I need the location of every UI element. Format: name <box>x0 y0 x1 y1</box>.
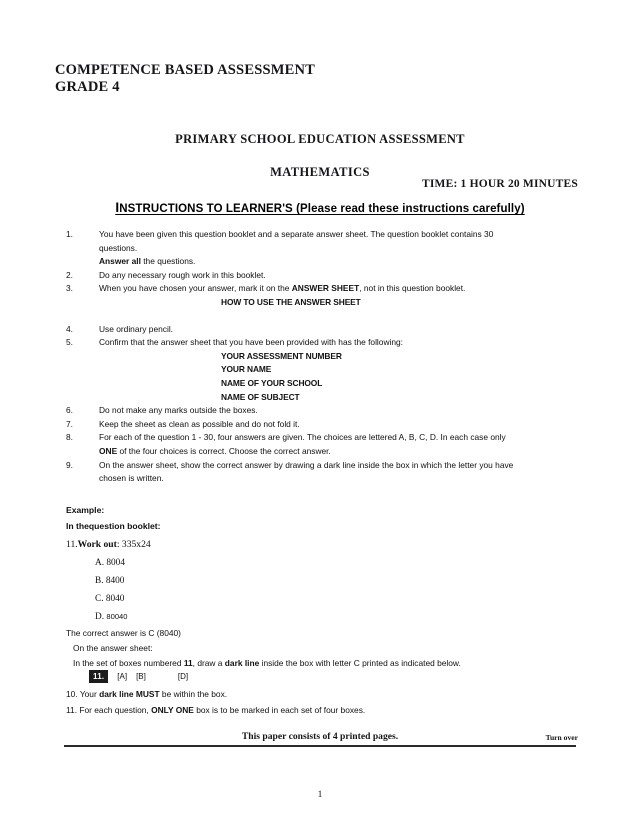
instruction-bold-lead: Answer all <box>99 256 141 267</box>
instruction-text: Do any necessary rough work in this booklet. <box>99 269 266 280</box>
example-booklet-label: In thequestion booklet: <box>66 520 161 531</box>
instruction-item-7 <box>66 418 576 432</box>
instruction-number: 7. <box>66 418 73 429</box>
boxes-intro-post: inside the box with letter C printed as indicated below. <box>259 658 461 668</box>
instruction-text: Use ordinary pencil. <box>99 323 174 334</box>
tail-note-post: be within the box. <box>159 689 228 699</box>
tail-note-11 <box>66 702 576 718</box>
instruction-text: You have been given this question booklet and a separate answer sheet. The question booklet contains 30 <box>99 229 494 239</box>
example-boxes-instruction <box>66 656 576 671</box>
instruction-text <box>99 282 576 296</box>
primary-title: PRIMARY SCHOOL EDUCATION ASSESSMENT <box>175 132 465 146</box>
instruction-number: 8. <box>66 432 73 443</box>
instruction-number: 2. <box>66 269 73 280</box>
example-choice-d <box>66 608 576 626</box>
tail-note-pre: For each question, <box>77 705 152 715</box>
choice-value: 8004 <box>106 558 125 568</box>
example-correct-answer: The correct answer is C (8040) <box>66 628 181 638</box>
tail-notes <box>66 686 576 718</box>
answer-option-a[interactable]: [A] <box>117 671 128 681</box>
masthead-line-2: GRADE 4 <box>55 79 120 95</box>
example-choice-a <box>66 554 576 572</box>
choice-value: 8040 <box>105 594 125 604</box>
instruction-text: Confirm that the answer sheet that you have been provided with has the following: <box>99 337 404 348</box>
instructions-heading-initial: I <box>115 200 120 215</box>
tail-note-post: box is to be marked in each set of four boxes. <box>193 705 366 715</box>
answer-option-d[interactable]: [D] <box>177 671 189 681</box>
instruction-number: 9. <box>66 459 73 470</box>
instruction-number: 5. <box>66 337 73 348</box>
instruction-number: 1. <box>66 229 73 239</box>
instruction-text-cont <box>99 445 576 459</box>
instruction-item-6 <box>66 404 576 418</box>
boxes-intro-mid: , draw a <box>192 658 225 668</box>
tail-note-number: 10. <box>66 689 78 699</box>
instruction-answer-all <box>99 255 576 269</box>
instruction-bold-rest: the questions. <box>140 256 196 267</box>
answer-option-b[interactable]: [B] <box>136 671 146 681</box>
boxes-intro-bold: dark line <box>224 658 260 668</box>
instruction-item-5 <box>66 336 576 404</box>
sample-answer-box-row <box>89 670 188 683</box>
instruction-item-4 <box>66 323 576 337</box>
page-number: 1 <box>317 790 323 800</box>
instructions-heading-text <box>115 200 525 215</box>
instructions-heading <box>0 199 640 217</box>
instruction-bold-rest: of the four choices is correct. Choose the correct answer. <box>117 445 331 456</box>
instruction-text-cont: chosen is written. <box>99 473 164 484</box>
example-choice-b <box>66 572 576 590</box>
sample-question-number-box: 11. <box>89 670 108 683</box>
tail-note-bold: ONLY ONE <box>151 705 194 715</box>
answer-sheet-field-school: NAME OF YOUR SCHOOL <box>221 377 323 388</box>
instruction-item-2 <box>66 269 576 283</box>
boxes-intro-pre: In the set of boxes numbered <box>73 658 184 668</box>
masthead <box>55 62 315 96</box>
instruction-item-9 <box>66 459 576 486</box>
choice-letter: C. <box>95 594 104 604</box>
choice-value: 80040 <box>106 612 128 621</box>
answer-sheet-field-name: YOUR NAME <box>221 364 272 375</box>
tail-note-bold: dark line MUST <box>99 689 160 699</box>
example-question <box>66 536 576 554</box>
example-label: Example: <box>66 505 105 515</box>
tail-note-number: 11. <box>66 705 78 715</box>
choice-value: 8400 <box>105 576 125 586</box>
footer-page-count: This paper consists of 4 printed pages. <box>241 731 399 742</box>
instruction-text-bold: ANSWER SHEET <box>291 283 360 294</box>
tail-note-pre: Your <box>77 689 100 699</box>
footer-turn-over: Turn over <box>545 733 578 742</box>
masthead-line-1: COMPETENCE BASED ASSESSMENT <box>55 62 316 78</box>
boxes-intro-number: 11 <box>183 658 193 668</box>
choice-letter: B. <box>95 576 104 586</box>
instruction-text-post: , not in this question booklet. <box>359 283 466 294</box>
instruction-number: 3. <box>66 283 73 294</box>
instruction-text: Do not make any marks outside the boxes. <box>99 405 258 416</box>
instruction-number: 4. <box>66 323 73 334</box>
choice-letter: D. <box>95 612 105 622</box>
instruction-text: On the answer sheet, show the correct answer by drawing a dark line inside the box in which the letter you have <box>99 459 514 470</box>
instruction-text-pre: When you have chosen your answer, mark it on the <box>99 283 292 294</box>
instructions-list <box>66 228 576 486</box>
instruction-item-1 <box>66 228 576 269</box>
example-question-number: 11. <box>66 539 78 550</box>
instruction-text-cont: questions. <box>99 242 138 253</box>
answer-option-c-marked[interactable] <box>155 672 169 682</box>
footer-rule <box>64 745 576 747</box>
instruction-number: 6. <box>66 405 73 416</box>
subject-title: MATHEMATICS <box>270 165 370 179</box>
spacer <box>66 310 576 323</box>
instruction-item-3 <box>66 282 576 309</box>
example-question-bold: Work out <box>77 539 117 550</box>
tail-note-10 <box>66 686 576 702</box>
instruction-bold-lead: ONE <box>99 445 118 456</box>
instruction-text: Keep the sheet as clean as possible and do not fold it. <box>99 418 300 429</box>
example-question-rest: : 335x24 <box>116 539 151 550</box>
answer-sheet-field-subject: NAME OF SUBJECT <box>221 391 300 402</box>
answer-sheet-field-assessment-number: YOUR ASSESSMENT NUMBER <box>221 350 342 361</box>
instructions-heading-rest: NSTRUCTIONS TO LEARNER'S (Please read these instructions carefully) <box>119 203 525 215</box>
choice-letter: A. <box>95 558 105 568</box>
example-answer-sheet-note: On the answer sheet: <box>73 643 153 653</box>
time-allowance: TIME: 1 HOUR 20 MINUTES <box>421 178 578 190</box>
instruction-text: For each of the question 1 - 30, four answers are given. The choices are lettered A, B, C, D. In each case only <box>99 432 506 443</box>
example-choice-c <box>66 590 576 608</box>
instruction-item-8 <box>66 431 576 458</box>
how-to-use-answer-sheet-heading: HOW TO USE THE ANSWER SHEET <box>221 296 361 307</box>
example-section <box>66 503 576 671</box>
